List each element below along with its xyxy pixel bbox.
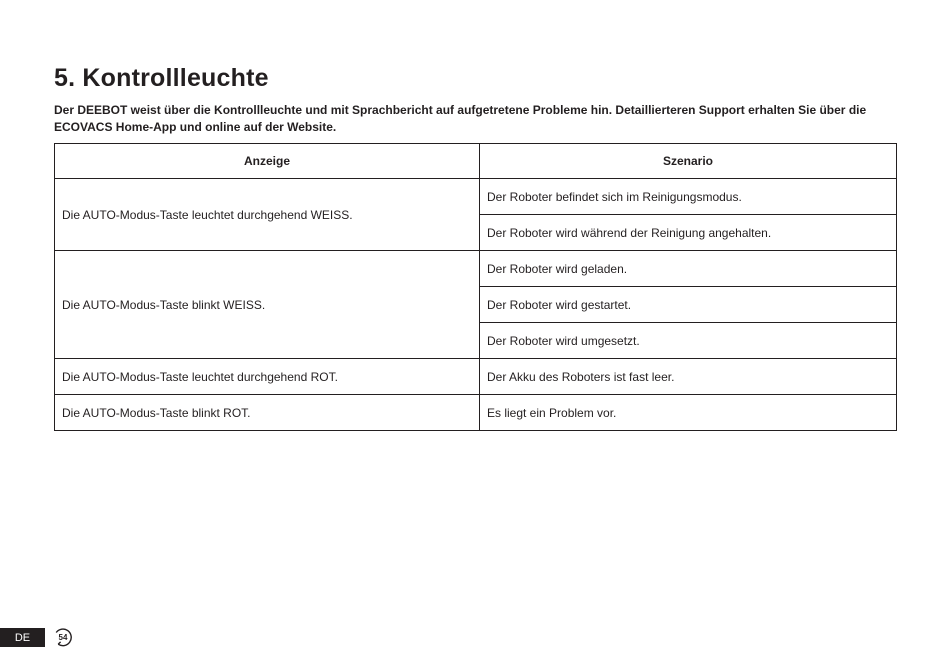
- anzeige-cell: Die AUTO-Modus-Taste blinkt ROT.: [55, 395, 480, 431]
- szenario-cell: Der Roboter wird während der Reinigung angehalten.: [480, 215, 897, 251]
- intro-paragraph: Der DEEBOT weist über die Kontrollleuchte und mit Sprachbericht auf aufgetretene Probleme hin. Detaillierteren Support erhalten Sie über die ECOVACS Home-App und online auf der Website.: [54, 103, 867, 134]
- anzeige-cell: Die AUTO-Modus-Taste blinkt WEISS.: [55, 251, 480, 359]
- table-row: [55, 179, 897, 215]
- anzeige-cell: Die AUTO-Modus-Taste leuchtet durchgehend ROT.: [55, 359, 480, 395]
- header-anzeige: Anzeige: [55, 144, 480, 179]
- szenario-cell: Der Roboter wird umgesetzt.: [480, 323, 897, 359]
- language-label: DE: [14, 631, 31, 644]
- szenario-cell: Der Akku des Roboters ist fast leer.: [480, 359, 897, 395]
- indicator-table: [54, 143, 897, 431]
- table-row: [55, 251, 897, 287]
- szenario-cell: Der Roboter befindet sich im Reinigungsmodus.: [480, 179, 897, 215]
- page-number: 54: [58, 632, 68, 642]
- table-row: [55, 395, 897, 431]
- anzeige-cell: Die AUTO-Modus-Taste leuchtet durchgehend WEISS.: [55, 179, 480, 251]
- szenario-cell: Es liegt ein Problem vor.: [480, 395, 897, 431]
- table-header-row: [55, 144, 897, 179]
- language-tab: [0, 628, 45, 647]
- table-row: [55, 359, 897, 395]
- szenario-cell: Der Roboter wird geladen.: [480, 251, 897, 287]
- page-number-badge: [53, 627, 73, 647]
- header-szenario: Szenario: [480, 144, 897, 179]
- page-title: 5. Kontrollleuchte: [54, 64, 269, 92]
- szenario-cell: Der Roboter wird gestartet.: [480, 287, 897, 323]
